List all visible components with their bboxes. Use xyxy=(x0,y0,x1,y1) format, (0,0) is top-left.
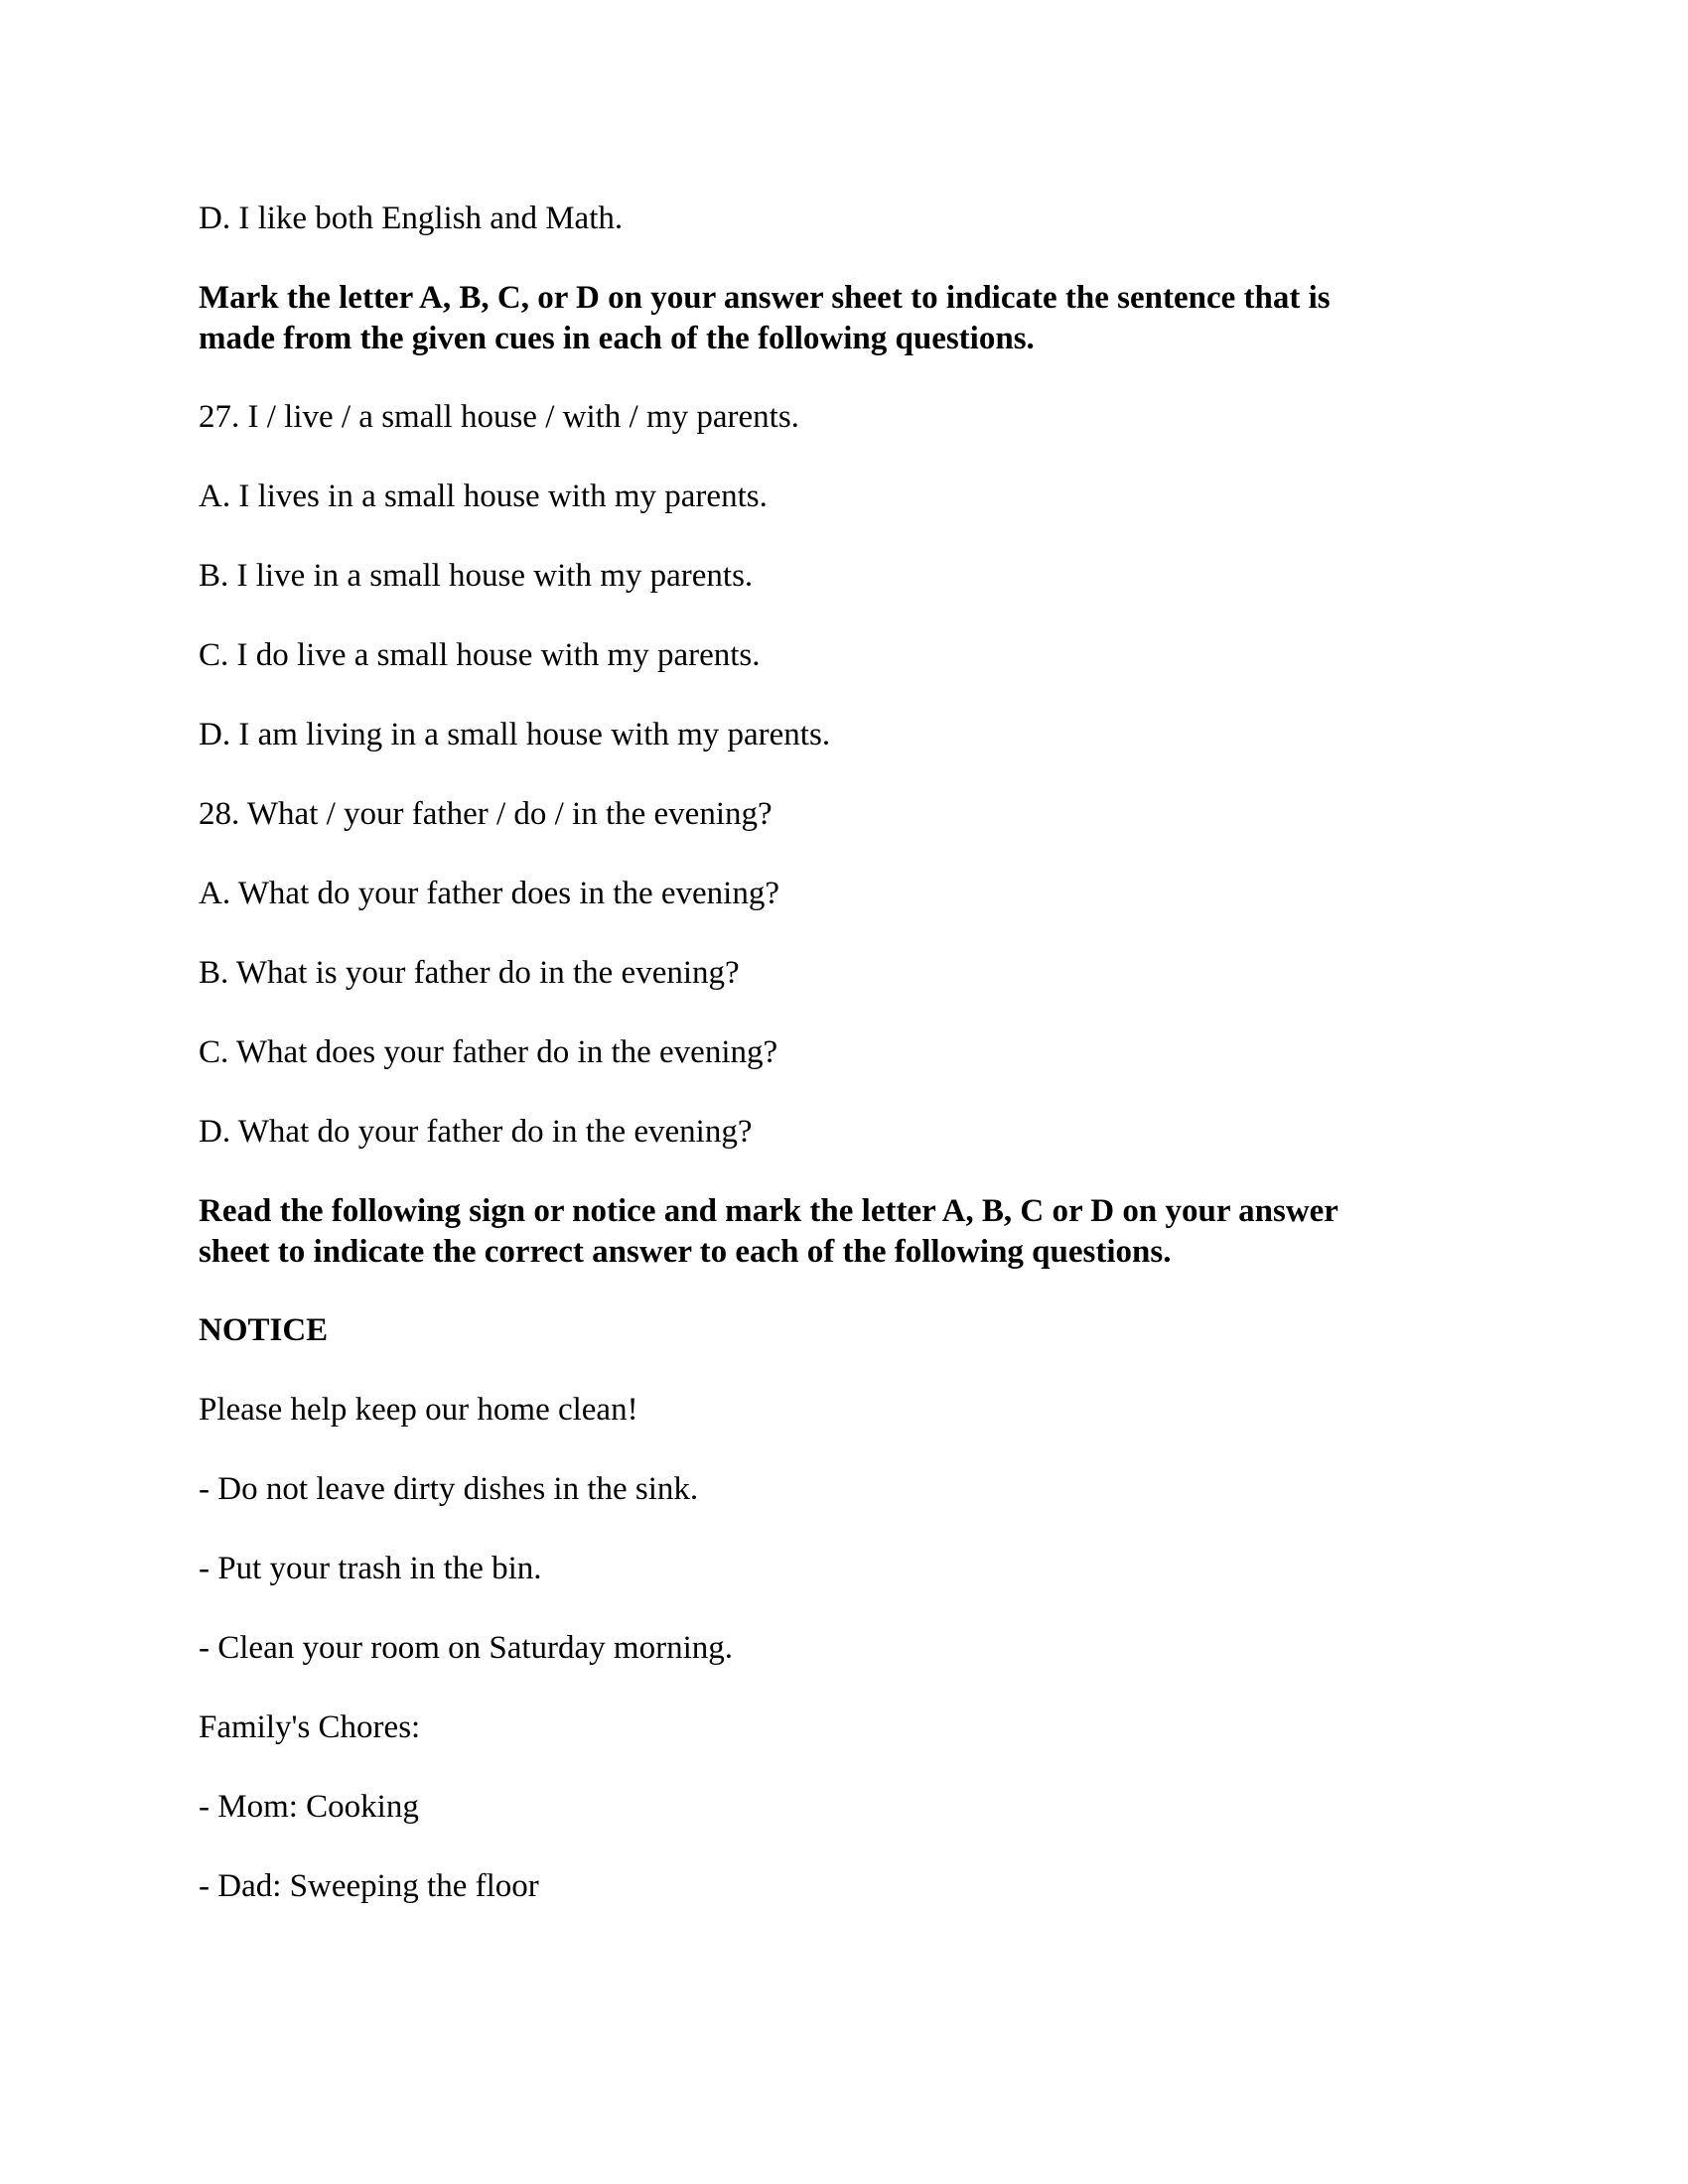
section2-instruction-line2: sheet to indicate the correct answer to each of the following questions. xyxy=(199,1234,1172,1270)
question-27-option-d: D. I am living in a small house with my parents. xyxy=(199,717,831,752)
section1-instruction-line2: made from the given cues in each of the following questions. xyxy=(199,321,1035,356)
notice-title: NOTICE xyxy=(199,1312,329,1348)
question-27-option-c: C. I do live a small house with my parents. xyxy=(199,637,761,673)
notice-rule: - Do not leave dirty dishes in the sink. xyxy=(199,1471,699,1507)
chore-item: - Mom: Cooking xyxy=(199,1789,419,1825)
notice-intro: Please help keep our home clean! xyxy=(199,1392,638,1428)
chore-item: - Dad: Sweeping the floor xyxy=(199,1868,539,1904)
notice-rule: - Clean your room on Saturday morning. xyxy=(199,1630,733,1666)
section1-instruction-line1: Mark the letter A, B, C, or D on your answer sheet to indicate the sentence that is xyxy=(199,280,1331,316)
question-28-option-c: C. What does your father do in the evening? xyxy=(199,1034,778,1070)
question-27-option-b: B. I live in a small house with my parents. xyxy=(199,558,754,594)
notice-rule: - Put your trash in the bin. xyxy=(199,1551,542,1586)
question-27-option-a: A. I lives in a small house with my parents. xyxy=(199,478,768,514)
section2-instruction-line1: Read the following sign or notice and mark the letter A, B, C or D on your answer xyxy=(199,1193,1338,1229)
question-28-option-a: A. What do your father does in the evening? xyxy=(199,876,779,911)
question-28-option-d: D. What do your father do in the evening? xyxy=(199,1114,753,1150)
chores-heading: Family's Chores: xyxy=(199,1709,421,1745)
previous-option-d: D. I like both English and Math. xyxy=(199,201,624,236)
question-27-stem: 27. I / live / a small house / with / my parents. xyxy=(199,399,799,435)
question-28-stem: 28. What / your father / do / in the evening? xyxy=(199,796,773,832)
question-28-option-b: B. What is your father do in the evening? xyxy=(199,955,740,991)
